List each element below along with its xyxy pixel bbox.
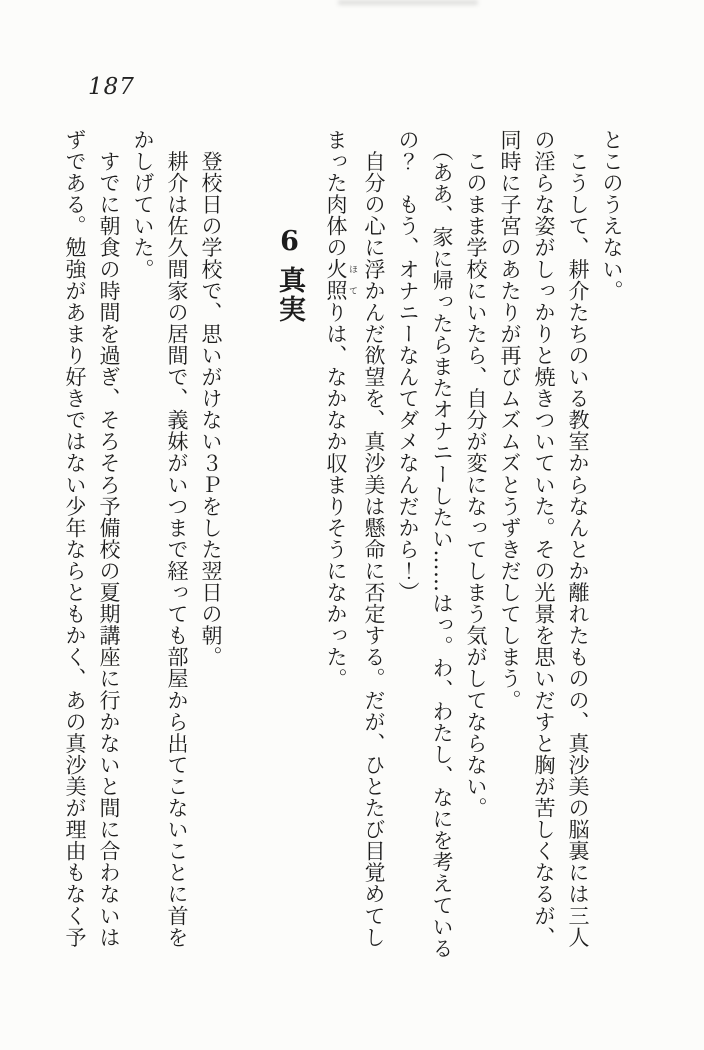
- text-column-3: の淫らな姿がしっかりと焼きついていた。その光景を思いだすと胸が苦しくなるが、: [532, 129, 556, 948]
- vertical-text-block: [62, 129, 629, 959]
- text-column-13: すでに朝食の時間を過ぎ、そろそろ予備校の夏期講座に行かないと間に合わないは: [97, 129, 121, 948]
- text-column-6: （ああ、家に帰ったらまたオナニーしたい……はっ。わ、わたし、なにを考えている: [430, 129, 454, 959]
- chapter-number: 6: [274, 226, 305, 259]
- text-column-10: 登校日の学校で、思いがけない３Ｐをした翌日の朝。: [199, 129, 223, 668]
- text-column-8: 自分の心に浮かんだ欲望を、真沙美は懸命に否定する。だが、ひとたび目覚めてし: [362, 129, 386, 948]
- text-run: りは、なかなか収まりそうになかった。: [324, 301, 348, 690]
- ruby-text: ほて: [347, 258, 357, 302]
- text-column-2: こうして、耕介たちのいる教室からなんとか離れたものの、真沙美の脳裏には三人: [566, 129, 590, 948]
- text-column-11: 耕介は佐久間家の居間で、義妹がいつまで経っても部屋から出てこないことに首を: [165, 129, 189, 948]
- text-column-9: [319, 129, 357, 953]
- text-column-7: の？ もう、オナニーなんてダメなんだから！）: [396, 129, 420, 604]
- chapter-heading: [272, 129, 306, 953]
- text-column-14: ずである。勉強があまり好きではない少年ならともかく、あの真沙美が理由もなく予: [63, 129, 87, 948]
- text-run: まった肉体の: [324, 129, 348, 259]
- cropped-header-remnant: [338, 0, 478, 5]
- text-column-12: かしげていた。: [131, 129, 155, 280]
- text-column-5: このまま学校にいたら、自分が変になってしまう気がしてならない。: [464, 129, 488, 819]
- page-number: 187: [88, 74, 135, 100]
- ruby-base: 火照: [324, 258, 348, 302]
- text-column-1: とこのうえない。: [600, 129, 624, 302]
- text-column-4: 同時に子宮のあたりが再びムズムズとうずきだしてしまう。: [498, 129, 522, 711]
- ruby-hoteri: [324, 258, 357, 302]
- chapter-title: 真実: [274, 266, 305, 324]
